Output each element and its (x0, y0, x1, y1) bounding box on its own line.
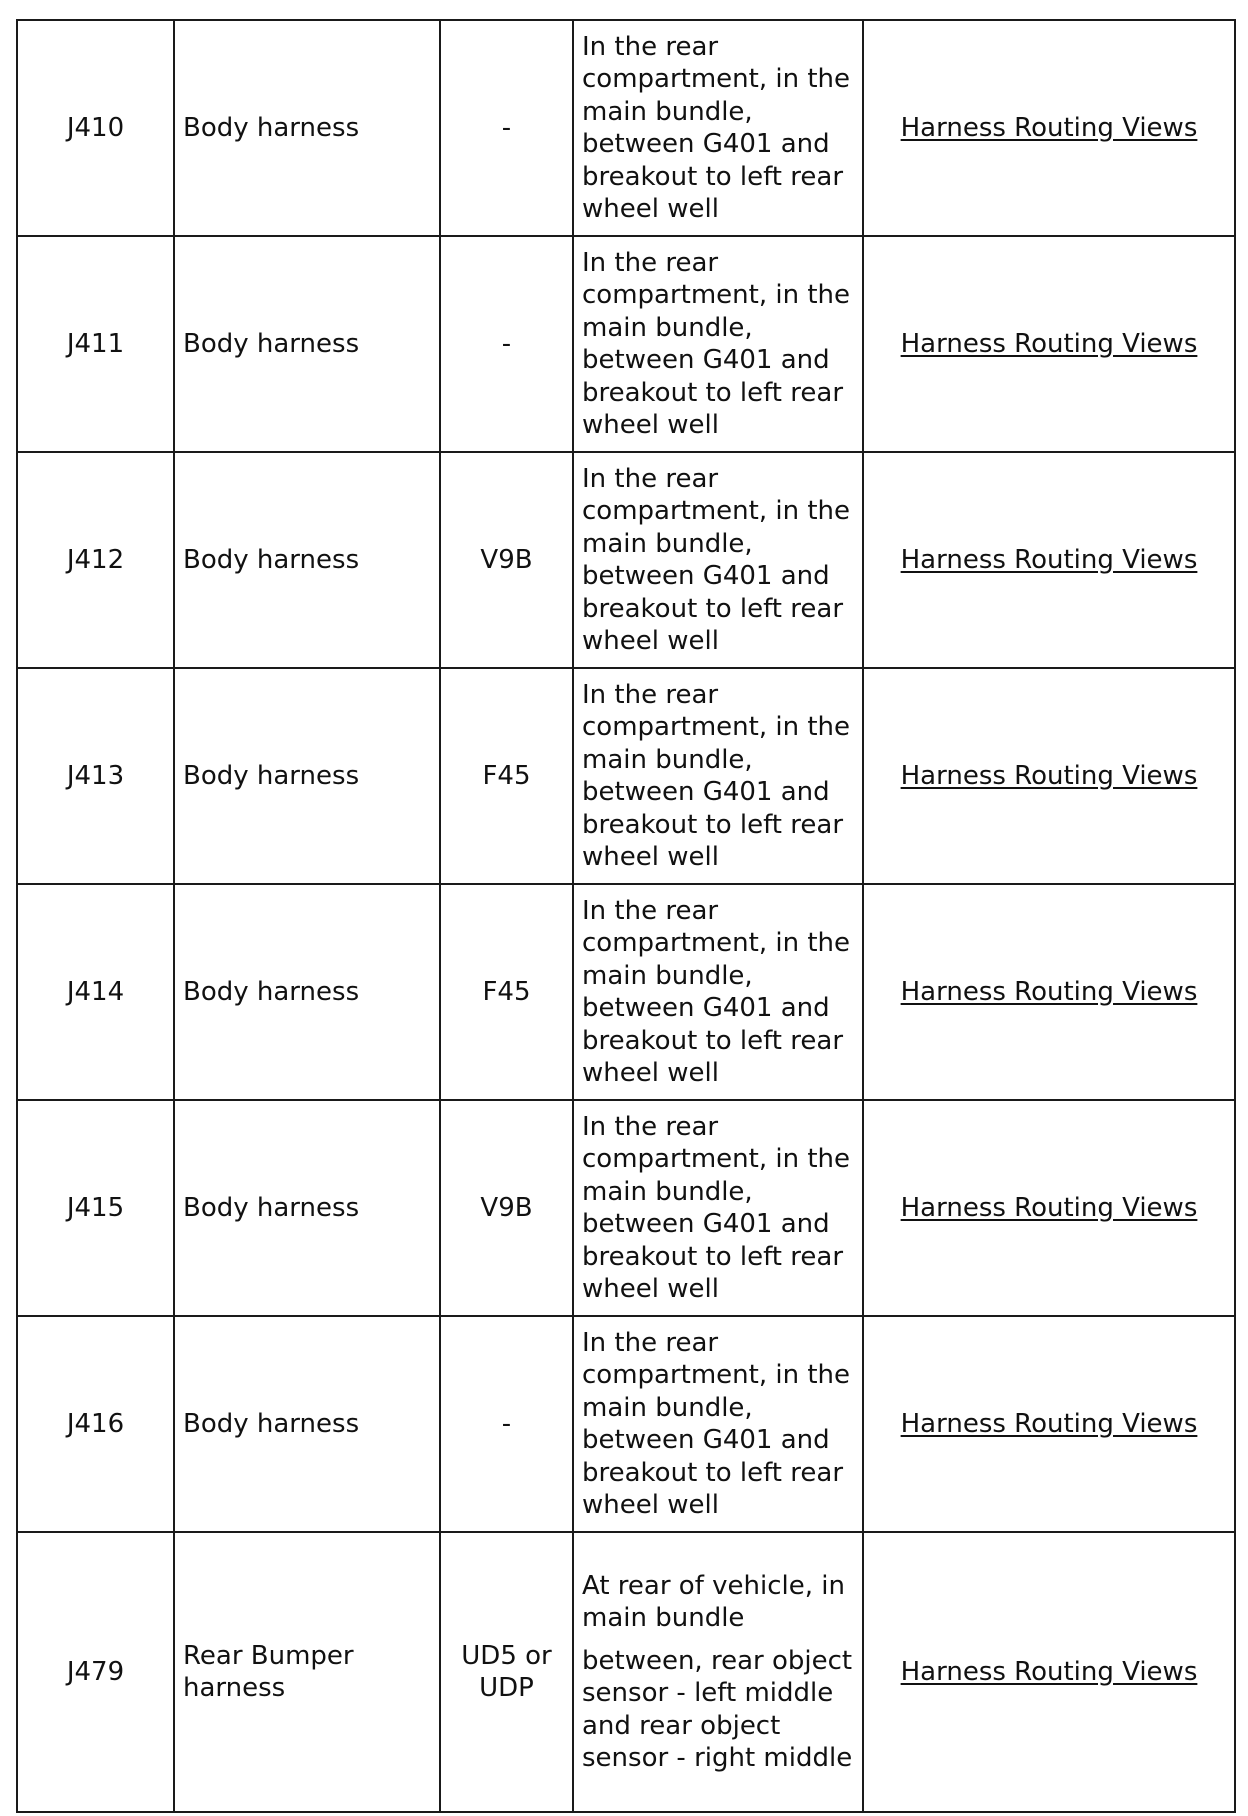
splice-id: J415 (17, 1100, 174, 1316)
location-text: In the rear compartment, in the main bundle, between G401 and breakout to left rear wheel well (582, 679, 851, 872)
location-description (573, 20, 863, 236)
harness-name: Body harness (174, 1100, 440, 1316)
harness-routing-views-link[interactable]: Harness Routing Views (900, 1408, 1198, 1439)
table-row (17, 1316, 1235, 1532)
location-description (573, 884, 863, 1100)
rpo-code: - (440, 20, 573, 236)
harness-routing-views-link[interactable]: Harness Routing Views (900, 760, 1198, 791)
harness-routing-views-link[interactable]: Harness Routing Views (900, 1656, 1198, 1687)
splice-id: J416 (17, 1316, 174, 1532)
location-description (573, 1100, 863, 1316)
rpo-code: V9B (440, 452, 573, 668)
splice-id: J413 (17, 668, 174, 884)
rpo-code: F45 (440, 668, 573, 884)
routing-link-cell (863, 1532, 1235, 1812)
harness-routing-views-link[interactable]: Harness Routing Views (900, 544, 1198, 575)
routing-link-cell (863, 20, 1235, 236)
location-text: In the rear compartment, in the main bundle, between G401 and breakout to left rear wheel well (582, 247, 851, 440)
routing-link-cell (863, 236, 1235, 452)
routing-link-cell (863, 1316, 1235, 1532)
rpo-code: - (440, 236, 573, 452)
location-description (573, 668, 863, 884)
location-description (573, 452, 863, 668)
location-description (573, 1316, 863, 1532)
rpo-code: - (440, 1316, 573, 1532)
routing-link-cell (863, 668, 1235, 884)
harness-name: Body harness (174, 884, 440, 1100)
table-row (17, 1532, 1235, 1812)
table-row (17, 452, 1235, 668)
harness-routing-views-link[interactable]: Harness Routing Views (900, 328, 1198, 359)
splice-id: J414 (17, 884, 174, 1100)
location-text: In the rear compartment, in the main bundle, between G401 and breakout to left rear wheel well (582, 1327, 851, 1520)
routing-link-cell (863, 452, 1235, 668)
harness-name: Body harness (174, 236, 440, 452)
location-text: In the rear compartment, in the main bundle, between G401 and breakout to left rear wheel well (582, 463, 851, 656)
location-text: between, rear object sensor - left middle and rear object sensor - right middle (582, 1645, 853, 1773)
rpo-code: UD5 or UDP (440, 1532, 573, 1812)
rpo-code: F45 (440, 884, 573, 1100)
harness-name: Body harness (174, 668, 440, 884)
routing-link-cell (863, 884, 1235, 1100)
harness-name: Body harness (174, 1316, 440, 1532)
table-row (17, 884, 1235, 1100)
harness-name: Body harness (174, 20, 440, 236)
table-row (17, 668, 1235, 884)
table-row (17, 1100, 1235, 1316)
table-row (17, 20, 1235, 236)
harness-name: Body harness (174, 452, 440, 668)
splice-id: J479 (17, 1532, 174, 1812)
harness-routing-views-link[interactable]: Harness Routing Views (900, 112, 1198, 143)
harness-routing-views-link[interactable]: Harness Routing Views (900, 1192, 1198, 1223)
routing-link-cell (863, 1100, 1235, 1316)
splice-id: J410 (17, 20, 174, 236)
rpo-code: V9B (440, 1100, 573, 1316)
harness-routing-views-link[interactable]: Harness Routing Views (900, 976, 1198, 1007)
location-text: At rear of vehicle, in main bundle (582, 1570, 845, 1633)
location-text: In the rear compartment, in the main bundle, between G401 and breakout to left rear wheel well (582, 31, 851, 224)
harness-name: Rear Bumper harness (174, 1532, 440, 1812)
table-row (17, 236, 1235, 452)
splice-location-table (16, 19, 1236, 1813)
location-description (573, 1532, 863, 1812)
splice-id: J412 (17, 452, 174, 668)
location-description (573, 236, 863, 452)
splice-id: J411 (17, 236, 174, 452)
location-text: In the rear compartment, in the main bundle, between G401 and breakout to left rear wheel well (582, 895, 851, 1088)
location-text: In the rear compartment, in the main bundle, between G401 and breakout to left rear wheel well (582, 1111, 851, 1304)
